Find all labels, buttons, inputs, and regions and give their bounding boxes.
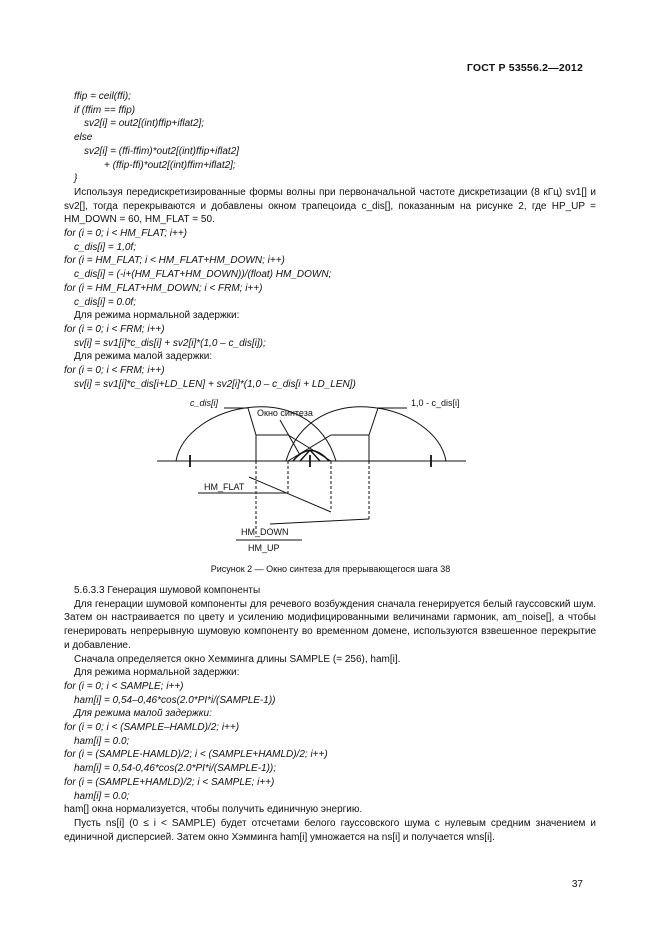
code-line: for (i = (SAMPLE+HAMLD)/2; i < SAMPLE; i++) bbox=[64, 776, 275, 788]
label-synthesis-window: Окно синтеза bbox=[257, 408, 313, 418]
code-line: + (ffip-ffi)*out2[(int)ffim+iflat2]; bbox=[104, 159, 236, 171]
section-title: 5.6.3.3 Генерация шумовой компоненты bbox=[74, 585, 261, 596]
code-line: c_dis[i] = 1,0f; bbox=[74, 241, 136, 253]
paragraph-hamming: Сначала определяется окно Хемминга длины SAMPLE (= 256), ham[i]. bbox=[74, 653, 401, 665]
label-hm-up: HM_UP bbox=[248, 543, 280, 553]
code-line: ham[i] = 0,54–0,46*cos(2.0*PI*i/(SAMPLE-1)) bbox=[74, 694, 276, 706]
code-line: sv[i] = sv1[i]*c_dis[i] + sv2[i]*(1,0 – c_dis[i]); bbox=[74, 337, 266, 349]
paragraph-overlap-add: Используя передискретизированные формы волны при первоначальной частоте дискретизации (8 кГц) sv1[] и sv2[], тогда перекрываются и добавлены окном трапецоида c_dis[], показанным на рисунке 2, где HP_UP = HM_DOWN = 60, HM_FLAT = 50. bbox=[64, 187, 596, 226]
label-cdis: c_dis[i] bbox=[190, 398, 219, 408]
label-one-minus-cdis: 1,0 - c_dis[i] bbox=[411, 398, 460, 408]
code-line: } bbox=[74, 173, 78, 185]
code-line: ham[i] = 0.0; bbox=[74, 790, 130, 802]
code-line: c_dis[i] = 0.0f; bbox=[74, 296, 136, 308]
low-delay-label: Для режима малой задержки: bbox=[74, 351, 213, 363]
code-line: for (i = HM_FLAT+HM_DOWN; i < FRM; i++) bbox=[64, 282, 263, 294]
one-minus-leader bbox=[369, 408, 407, 435]
paragraph-noise-intro: Для генерации шумовой компоненты для речевого возбуждения сначала генерируется белый гауссовский шум. Затем он настраивается по цвету и усилению модифицированными величинами гармоник, am_noise[], а чтобы генерировать непрерывную шумовую компоненту во временном домене, используются взвешенное перекрытие и добавление. bbox=[64, 598, 596, 651]
paragraph-gaussian-noise: Пусть ns[i] (0 ≤ i < SAMPLE) будет отсчетами белого гауссовского шума с нулевым средним значением и единичной дисперсией. Затем окно Хэмминга ham[i] умножается на ns[i] и получается wns[i]. bbox=[64, 817, 596, 843]
code-line: sv2[i] = out2[(int)ffip+iflat2]; bbox=[84, 118, 205, 130]
page-number: 37 bbox=[571, 879, 583, 890]
hm-down-dimension bbox=[249, 477, 331, 512]
section-noise bbox=[64, 584, 596, 844]
code-line: ham[i] = 0.0; bbox=[74, 735, 130, 747]
code-line: for (i = 0; i < (SAMPLE–HAMLD)/2; i++) bbox=[64, 722, 240, 734]
one-minus-cdis-trapezoid bbox=[288, 435, 369, 461]
label-hm-flat: HM_FLAT bbox=[204, 482, 245, 492]
code-line: c_dis[i] = (-i+(HM_FLAT+HM_DOWN))/(float) HM_DOWN; bbox=[74, 269, 332, 281]
code-line: for (i = (SAMPLE-HAMLD)/2; i < (SAMPLE+HAMLD)/2; i++) bbox=[64, 749, 328, 761]
normal-delay-label: Для режима нормальной задержки: bbox=[74, 667, 240, 679]
normal-delay-label: Для режима нормальной задержки: bbox=[74, 310, 240, 322]
code-line: sv[i] = sv1[i]*c_dis[i+LD_LEN] + sv2[i]*(1,0 – c_dis[i + LD_LEN]) bbox=[74, 378, 356, 390]
code-line: for (i = 0; i < FRM; i++) bbox=[64, 323, 165, 335]
code-line: else bbox=[74, 132, 93, 144]
code-line: for (i = HM_FLAT; i < HM_FLAT+HM_DOWN; i++) bbox=[64, 255, 285, 267]
code-line: for (i = 0; i < FRM; i++) bbox=[64, 365, 165, 377]
document-header: ГОСТ Р 53556.2—2012 bbox=[466, 62, 583, 74]
code-line: sv2[i] = (ffi-ffim)*out2[(int)ffip+iflat2] bbox=[84, 145, 240, 157]
code-line: for (i = 0; i < SAMPLE; i++) bbox=[64, 680, 184, 692]
code-line: Для режима малой задержки: bbox=[74, 708, 212, 720]
label-hm-down: HM_DOWN bbox=[241, 527, 289, 537]
code-line: ffip = ceil(ffi); bbox=[74, 91, 131, 102]
hm-up-dimension bbox=[270, 519, 369, 524]
code-line: if (ffim == ffip) bbox=[74, 104, 136, 116]
paragraph-normalize: ham[] окна нормализуется, чтобы получить единичную энергию. bbox=[64, 804, 363, 816]
figure-caption: Рисунок 2 — Окно синтеза для прерывающегося шага 38 bbox=[210, 564, 451, 574]
code-line: for (i = 0; i < HM_FLAT; i++) bbox=[64, 228, 187, 239]
code-line: ham[i] = 0,54-0,46*cos(2.0*PI*i/(SAMPLE-1)); bbox=[74, 763, 277, 775]
